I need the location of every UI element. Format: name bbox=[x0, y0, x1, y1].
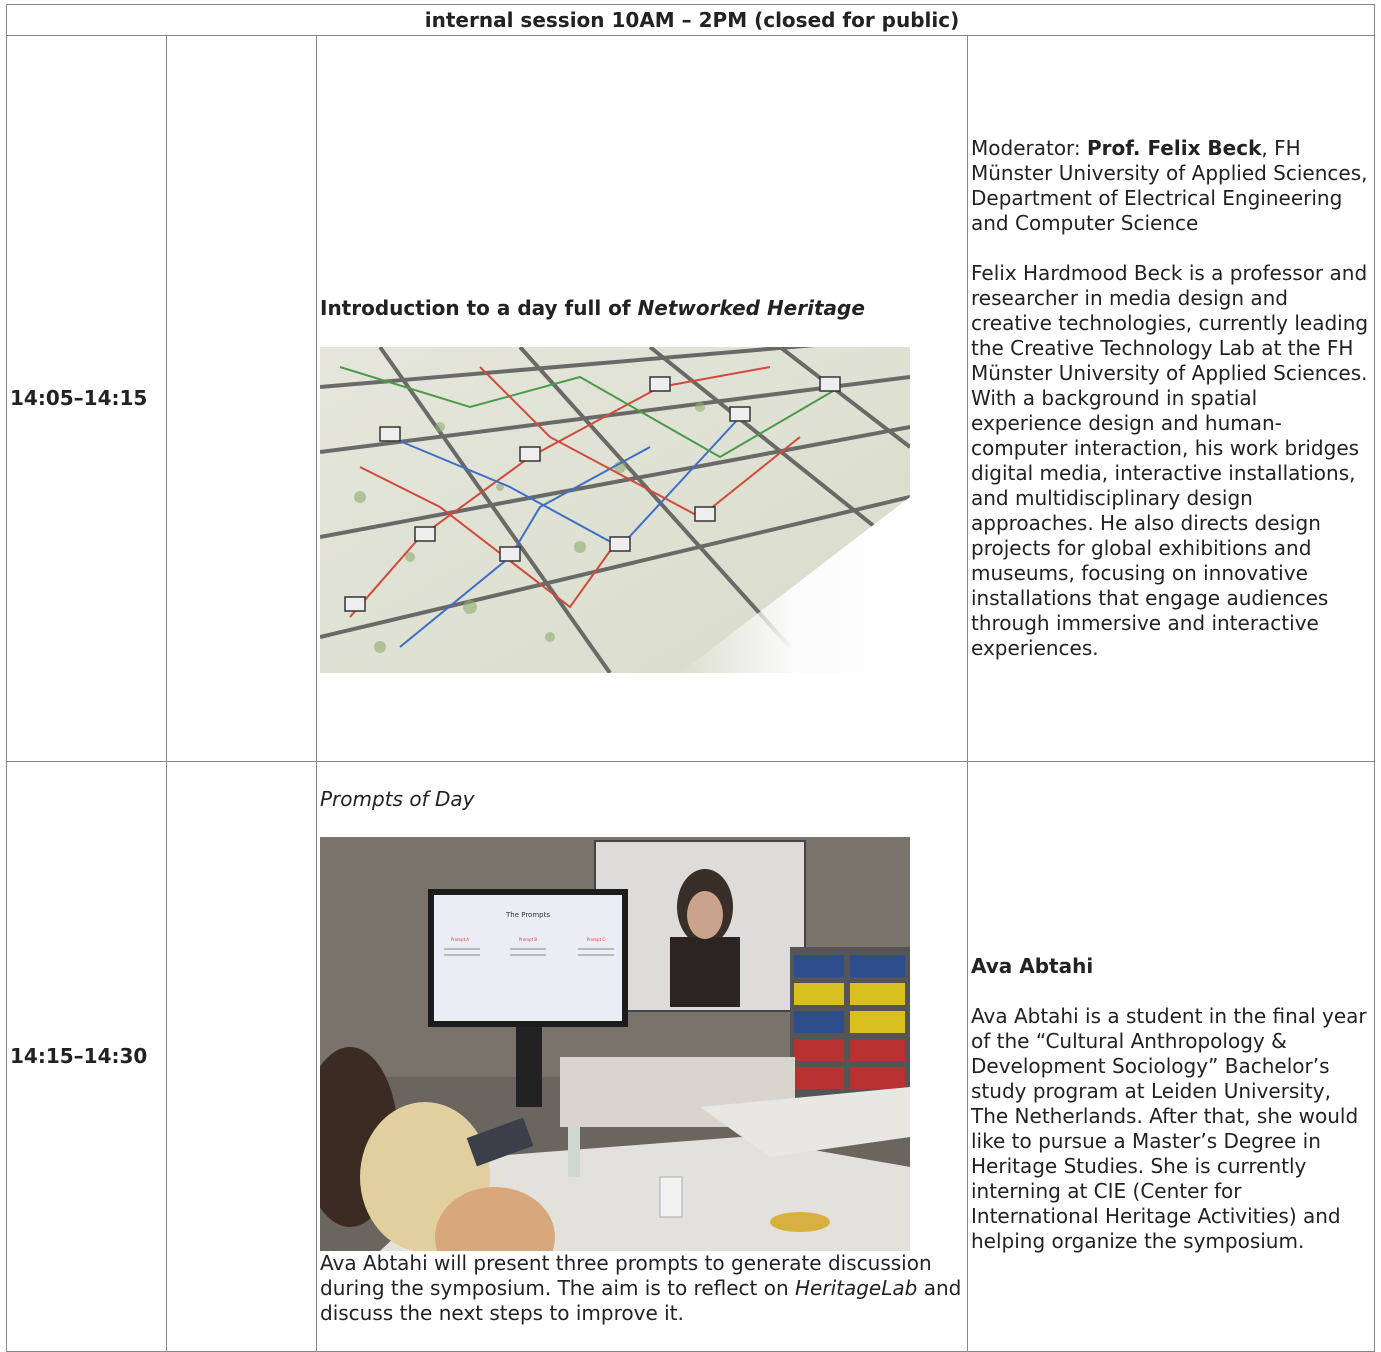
slide-col2: Prompt B bbox=[518, 937, 538, 942]
speaker-name: Ava Abtahi bbox=[971, 954, 1094, 978]
session-description: Ava Abtahi will present three prompts to generate discussion during the symposium. The aim is to reflect on HeritageLab and discuss the next steps to improve it. bbox=[320, 1251, 962, 1325]
symposium-room-photo bbox=[320, 837, 910, 1251]
table-row bbox=[7, 762, 1375, 1352]
header-row bbox=[7, 5, 1375, 36]
speaker-bio: Felix Hardmood Beck is a professor and researcher in media design and creative technologies, currently leading the Creative Technology Lab at the FH Münster University of Applied Sciences. With a background in spatial experience design and human-computer interaction, his work bridges digital media, interactive installations, and multidisciplinary design approaches. He also directs design projects for global exhibitions and museums, focusing on innovative installations that engage audiences through immersive and interactive experiences. bbox=[971, 261, 1369, 660]
slide-col3: Prompt C bbox=[586, 937, 606, 942]
moderator-line: Moderator: Prof. Felix Beck, FH Münster University of Applied Sciences, Department of Electrical Engineering and Computer Science bbox=[971, 136, 1368, 235]
speaker-cell bbox=[968, 36, 1375, 762]
slide-col1: Prompt A bbox=[450, 937, 470, 942]
network-map-photo bbox=[320, 347, 910, 673]
network-map-image bbox=[320, 347, 910, 673]
empty-cell bbox=[167, 36, 317, 762]
speaker-bio: Ava Abtahi is a student in the final year of the “Cultural Anthropology & Development Sociology” Bachelor’s study program at Leiden University, The Netherlands. After that, she would like to pursue a Master’s Degree in Heritage Studies. She is currently interning at CIE (Center for International Heritage Activities) and helping organize the symposium. bbox=[971, 1004, 1367, 1253]
topic-title: Prompts of Day bbox=[320, 787, 475, 811]
schedule-table bbox=[6, 4, 1375, 1352]
topic-cell bbox=[317, 762, 968, 1352]
session-header: internal session 10AM – 2PM (closed for public) bbox=[7, 5, 1375, 36]
slide-title: The Prompts bbox=[505, 911, 551, 919]
symposium-room-image bbox=[320, 837, 910, 1251]
time-cell: 14:15–14:30 bbox=[7, 762, 167, 1352]
time-cell: 14:05–14:15 bbox=[7, 36, 167, 762]
empty-cell bbox=[167, 762, 317, 1352]
topic-title: Introduction to a day full of Networked Heritage bbox=[320, 296, 865, 320]
topic-cell bbox=[317, 36, 968, 762]
table-row bbox=[7, 36, 1375, 762]
speaker-cell bbox=[968, 762, 1375, 1352]
